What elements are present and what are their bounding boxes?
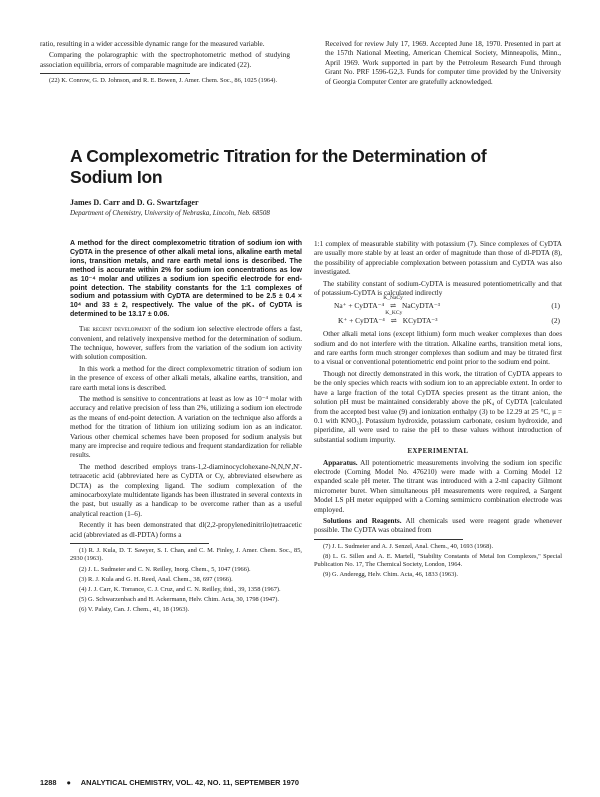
experimental-heading: EXPERIMENTAL [407, 448, 469, 456]
page-number: 1288 [40, 778, 57, 787]
reagents-paragraph [314, 517, 562, 536]
footnote-5: (5) G. Schwarzenbach and H. Ackermann, Helv. Chim. Acta, 30, 1798 (1947). [79, 596, 279, 604]
eq2-left: K⁺ + CyDTA⁻⁴ [338, 315, 385, 325]
intro-lead: The recent development [79, 325, 152, 334]
bullet-icon: ● [66, 778, 71, 787]
footnote-rule [40, 73, 190, 74]
footnote-rule-right [314, 539, 463, 540]
footnote-6: (6) V. Palaty, Can. J. Chem., 41, 18 (1963). [79, 606, 190, 614]
equation-2 [314, 309, 562, 325]
article-title: A Complexometric Titration for the Determination of Sodium Ion [70, 146, 487, 187]
footnote-4: (4) J. J. Carr, K. Torrance, C. J. Cruz, and C. N. Reilley, ibid., 39, 1358 (1967). [79, 585, 281, 593]
eq1-right: NaCyDTA⁻³ [402, 301, 440, 311]
equation-1 [314, 295, 562, 311]
footnote-8: (8) L. G. Sillen and A. E. Martell, "Stability Constants of Metal Ion Complexes," Special Publication No. 17, The Chemical Society, London, 1964. [314, 552, 562, 569]
intro-paragraph-1 [70, 325, 302, 363]
body-right-column [314, 240, 562, 582]
footnote-rule-left [70, 543, 209, 544]
intro-paragraph-4: The method described employs trans-1,2-diaminocyclohexane-N,N,N',N'-tetraacetic acid (abbreviated here as CyDTA or Cy, abbreviated elsewhere as DCTA) as the complexing ligand. The sodium complexation of the aminocarboxylate multidentate ligands has been illustrated in several contexts in the past, but usually as a handicap to be overcome rather than as a useful analytical reaction (1–6). [70, 462, 302, 518]
apparatus-paragraph [314, 459, 562, 515]
footnote-9: (9) G. Anderegg, Helv. Chim. Acta, 46, 1833 (1963). [323, 571, 459, 579]
top-left-column [40, 40, 290, 87]
abstract-text: A method for the direct complexometric titration of sodium ion with CyDTA in the presence of other alkali metal ions, alkaline earth metal ions, transition metals, and rare earth metal ions is described. The method is accurate within 2% for sodium ion concentrations as low as 10⁻⁴ molar and utilizes a sodium ion specific electrode for end-point detection. The stability constants for the 1:1 complexes of sodium and potassium with CyDTA are determined to be 2.5 ± 0.4 × 10⁴ and 33 ± 2, respectively. The value of the pK₄ of CyDTA is determined to be 13.17 ± 0.06. [70, 240, 302, 319]
reagents-text: All chemicals used were reagent grade whenever possible. The CyDTA was obtained from [314, 516, 562, 535]
footnote-7: (7) J. L. Sudmeier and A. J. Senzel, Anal. Chem., 40, 1693 (1968). [323, 542, 494, 550]
right-paragraph-1: 1:1 complex of measurable stability with potassium (7). Since complexes of CyDTA are usually more stable by at least an order of magnitude than those of dl-PDTA (8), the possibility of appreciable complexation between potassium and CyDTA was also investigated. [314, 240, 562, 277]
eq2-number: (2) [551, 315, 560, 325]
body-left-column [70, 240, 302, 617]
footnote-22: (22) K. Conrow, G. D. Johnson, and R. E. Bowen, J. Amer. Chem. Soc., 86, 1025 (1964). [49, 77, 278, 85]
eq1-constant: K_NaCy [383, 295, 403, 302]
top-right-column [325, 40, 561, 89]
eq2-right: KCyDTA⁻³ [402, 315, 438, 325]
intro-paragraph-3: The method is sensitive to concentrations at least as low as 10⁻⁴ molar with accuracy and relative precision of less than 2%, utilizing a sodium ion electrode as the means of end-point detection. A variation on the technique also affords a method for the titration of lithium ion utilizing sodium ion as an indicator. Various other chemical schemes have been proposed for sodium analysis but many are imprecise and require tedious and frequent standardization for reliable results. [70, 395, 302, 460]
right-paragraph-4: Though not directly demonstrated in this work, the titration of CyDTA appears to be the only species which reacts with sodium ion to an appreciable extent. In order to have a large fraction of the total CyDTA species present as the titrant anion, the solution pH must be maintained considerably above the pK₄ of CyDTA [calculated from the accepted best value (9) and ionization enthalpy (3) to be 12.29 at 25 °C, μ = 0.1 with KNO₃]. Potassium hydroxide, potassium carbonate, cesium hydroxide, and piperidine, all were used to raise the pH to these values without introduction of substantial sodium impurity. [314, 369, 562, 444]
article-affiliation: Department of Chemistry, University of Nebraska, Lincoln, Neb. 68508 [70, 209, 270, 217]
footnote-2: (2) J. L. Sudmeier and C. N. Reilley, Inorg. Chem., 5, 1047 (1966). [79, 565, 251, 573]
journal-info: ANALYTICAL CHEMISTRY, VOL. 42, NO. 11, SEPTEMBER 1970 [80, 778, 299, 787]
page-footer [40, 778, 560, 787]
eq2-arrow: ⇌ K_KCy [385, 309, 403, 325]
abstract [70, 240, 302, 320]
footnote-3: (3) R. J. Kula and G. H. Reed, Anal. Chem., 38, 697 (1966). [79, 575, 233, 583]
apparatus-lead: Apparatus. [323, 458, 358, 467]
eq2-constant: K_KCy [385, 309, 403, 316]
continuation-text: ratio, resulting in a wider accessible dynamic range for the measured variable. [40, 40, 265, 48]
footnote-1: (1) R. J. Kula, D. T. Sawyer, S. I. Chan, and C. M. Finley, J. Amer. Chem. Soc., 85, 2930 (1963). [70, 547, 302, 563]
intro-p1-text: of the sodium ion selective electrode offers a fast, convenient, and relatively inexpensive method for the determination of sodium. The technique, however, suffers from the variation of the sodium ion activity with solution composition. [70, 325, 302, 362]
intro-paragraph-2: In this work a method for the direct complexometric titration of sodium ion in the presence of excess of other alkali metals, alkaline earths, transition, and rare earth metal ions is described. [70, 364, 302, 392]
right-paragraph-3: Other alkali metal ions (except lithium) form much weaker complexes than does sodium and do not interfere with the titration. Alkaline earths, transition metal ions, and rare earths form much stronger complexes than sodium and may be titrated first to a visual or conventional potentiometric end point prior to the sodium end point. [314, 330, 562, 367]
comparison-paragraph: Comparing the polarographic with the spectrophotometric method of studying association equilibria, errors of comparable magnitude are indicated (22). [40, 51, 290, 69]
eq1-arrow: ⇌ K_NaCy [383, 295, 403, 311]
apparatus-text: All potentiometric measurements involving the sodium ion specific electrode (Corning Model No. 476210) were made with a Corning Model 12 expanded scale pH meter. The titrant was introduced with a 2-ml capacity Gilmont micrometer buret. When simultaneous pH measurements were required, a Sargent Model LS pH meter equipped with a Corning semimicro combination electrode was employed. [314, 458, 562, 514]
article-authors: James D. Carr and D. G. Swartzfager [70, 198, 199, 207]
received-note: Received for review July 17, 1969. Accepted June 18, 1970. Presented in part at the 157th National Meeting, American Chemical Society, Minneapolis, Minn., April 1969. Work supported in part by the Petroleum Research Fund through Grant No. PRF 1596-G2,3. Funds for computer time provided by the University of Georgia Computer Center are gratefully acknowledged. [325, 40, 561, 86]
intro-paragraph-5: Recently it has been demonstrated that dl(2,2-propylenedinitrilo)tetraacetic acid (abbreviated as dl-PDTA) forms a [70, 521, 302, 539]
eq1-number: (1) [551, 301, 560, 311]
eq1-left: Na⁺ + CyDTA⁻⁴ [334, 301, 385, 311]
reagents-lead: Solutions and Reagents. [323, 516, 402, 525]
right-paragraph-2: The stability constant of sodium-CyDTA is measured potentiometrically and that of potassium-CyDTA is calculated indirectly [314, 279, 562, 298]
